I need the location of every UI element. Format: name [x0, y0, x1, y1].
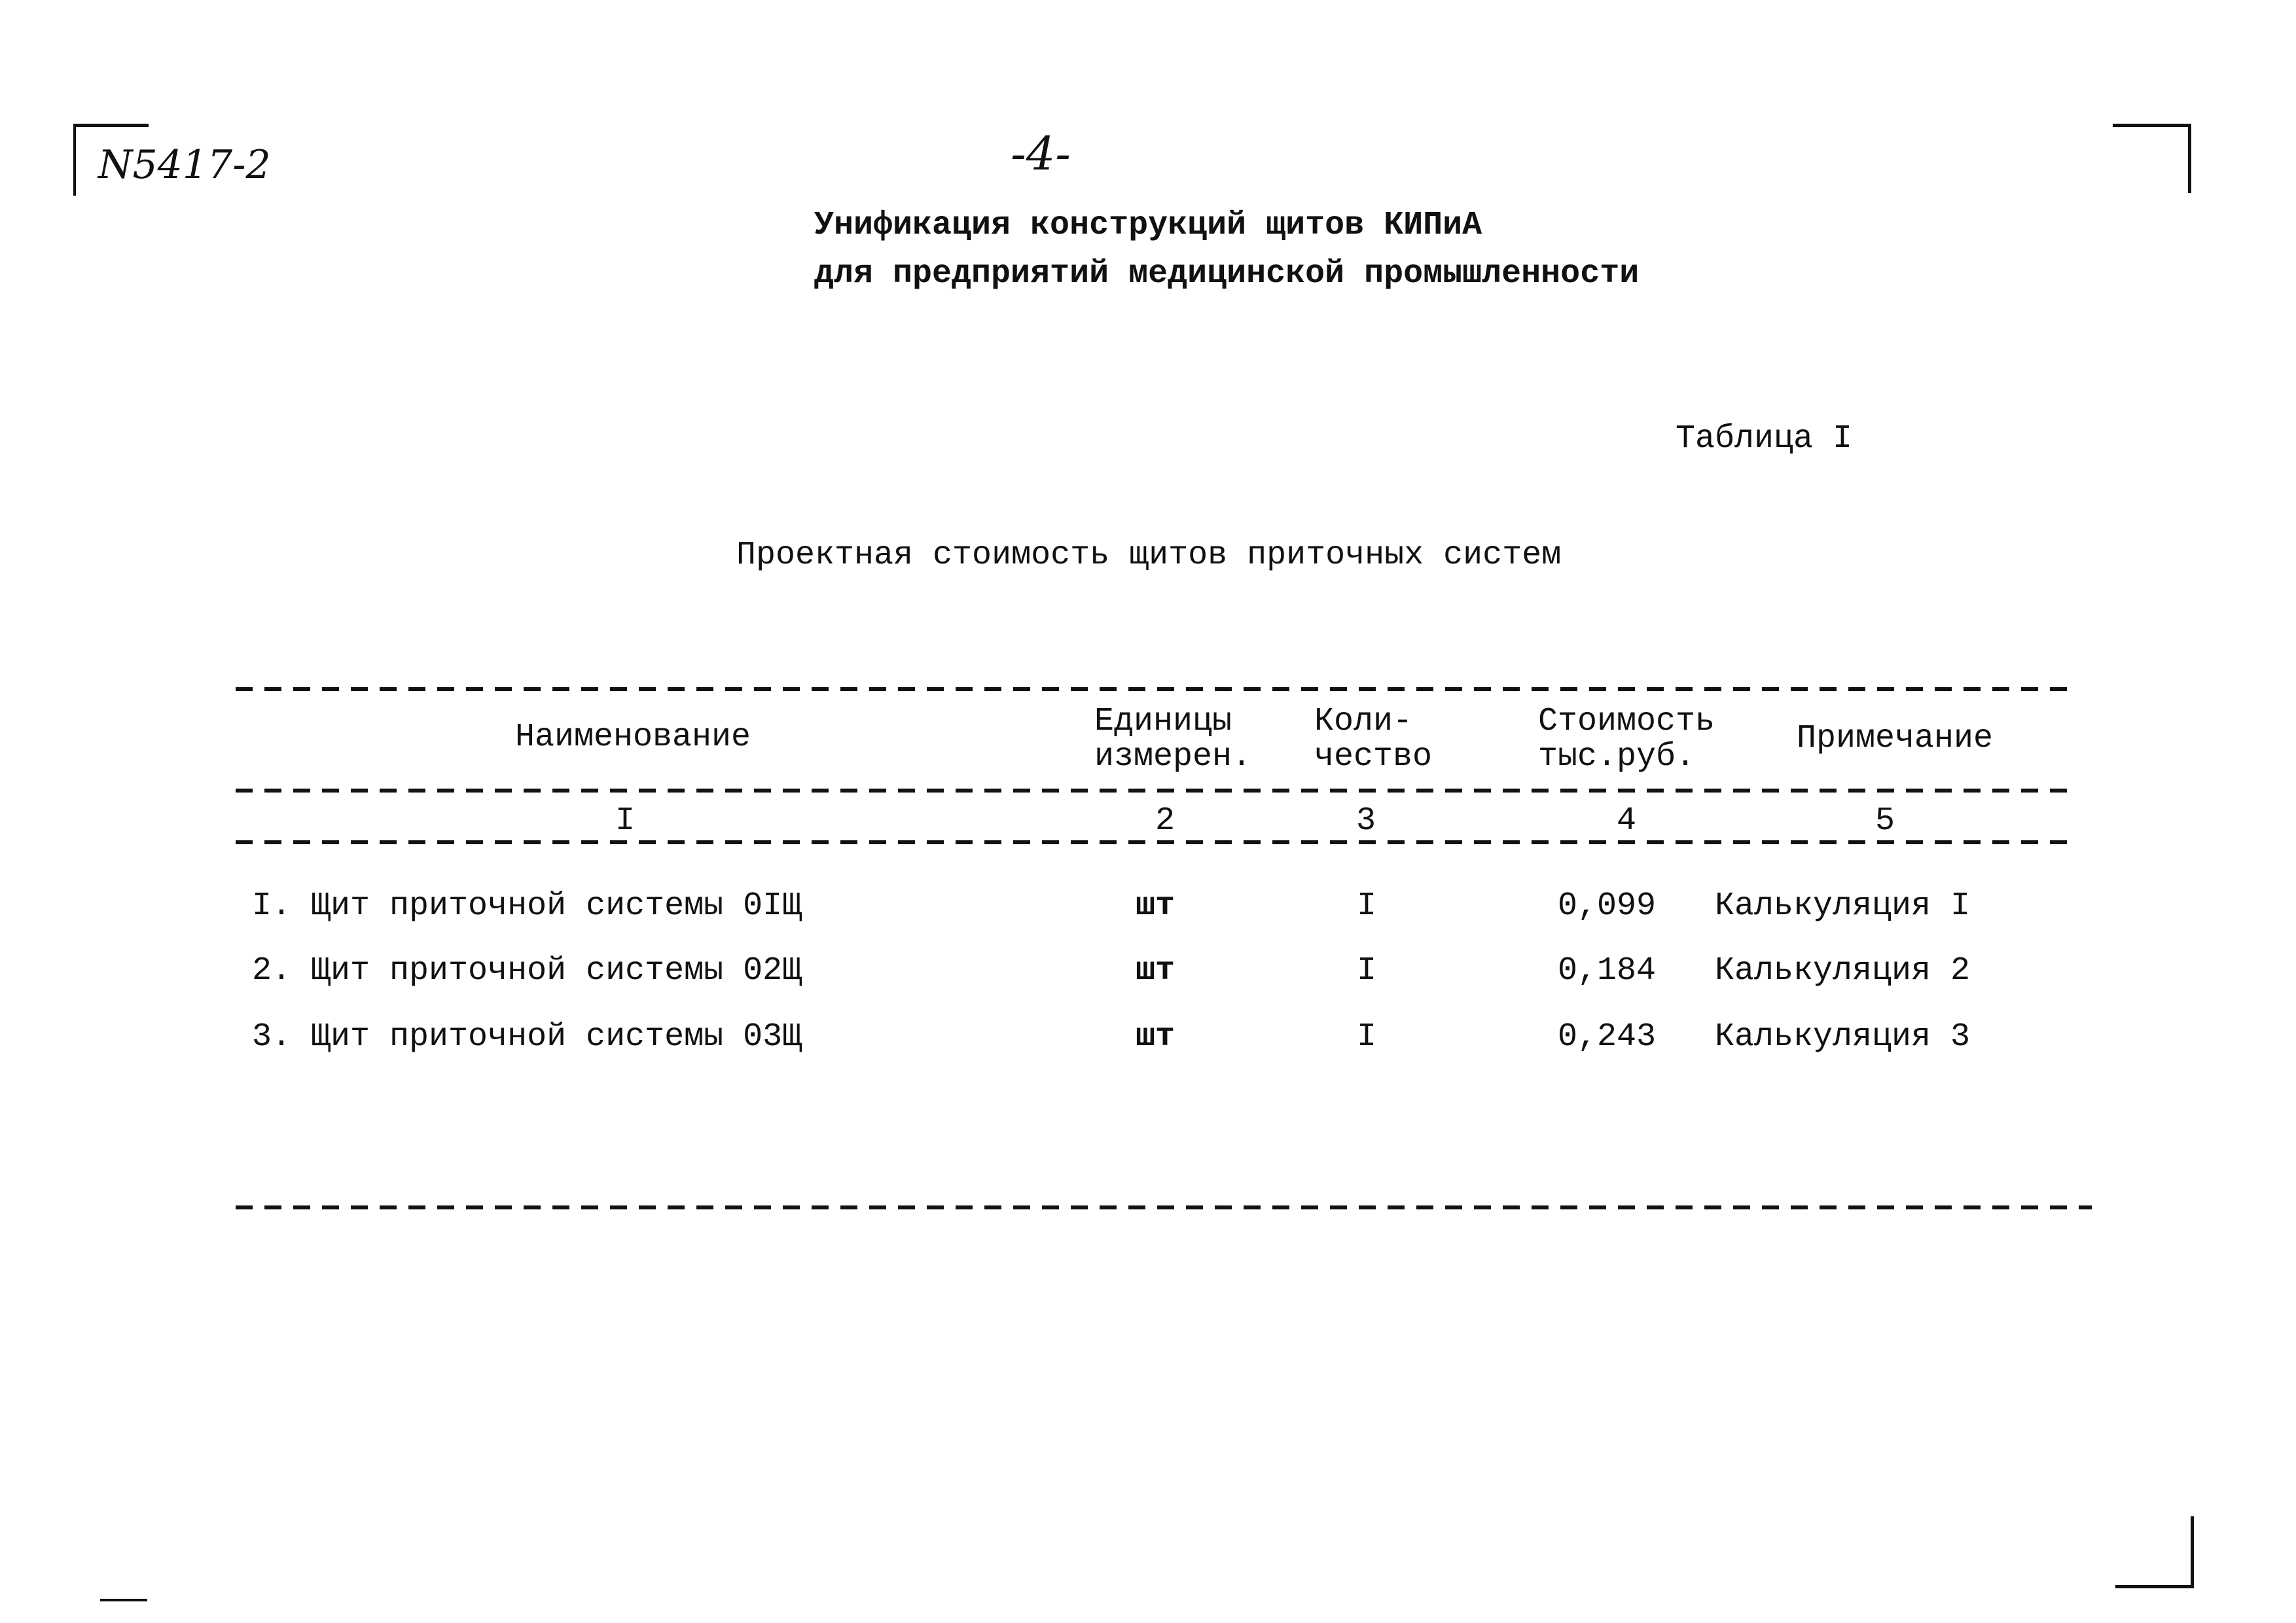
header-qty	[1314, 704, 1432, 775]
corner-mark-top-left-v	[73, 124, 76, 196]
header-unit	[1094, 704, 1251, 775]
column-number-3: 3	[1355, 802, 1376, 840]
header-note: Примечание	[1797, 720, 1994, 757]
row-2-cost: 0,184	[1557, 952, 1656, 990]
corner-mark-top-right-v	[2188, 124, 2191, 193]
row-1-cost: 0,099	[1557, 887, 1656, 925]
row-1-name: I. Щит приточной системы 0IЩ	[252, 887, 802, 925]
table-bottom-rule	[236, 1205, 2092, 1209]
row-1-note: Калькуляция I	[1715, 887, 1971, 925]
column-numbers-rule	[236, 840, 2076, 844]
header-cost-line1: Стоимость	[1538, 703, 1715, 740]
margin-mark-bottom-left	[100, 1599, 147, 1601]
column-number-5: 5	[1874, 802, 1895, 840]
header-qty-line1: Коли-	[1314, 703, 1413, 740]
row-2-note: Калькуляция 2	[1715, 952, 1971, 990]
header-cost	[1538, 704, 1715, 775]
header-unit-line2: измерен.	[1094, 738, 1252, 776]
column-number-1: I	[615, 802, 636, 840]
document-title-line2: для предприятий медицинской промышленности	[814, 255, 1640, 293]
table-caption: Проектная стоимость щитов приточных систем	[736, 537, 1562, 574]
table-top-rule	[236, 687, 2076, 691]
page-number: -4-	[1011, 127, 1071, 181]
corner-mark-top-right-h	[2113, 124, 2191, 127]
row-3-note: Калькуляция 3	[1715, 1018, 1971, 1056]
column-number-2: 2	[1155, 802, 1175, 840]
header-unit-line1: Единицы	[1094, 703, 1232, 740]
header-cost-line2: тыс.руб.	[1538, 738, 1696, 776]
row-2-unit: шт	[1135, 952, 1175, 990]
corner-mark-bottom-right-v	[2191, 1516, 2194, 1588]
header-bottom-rule	[236, 789, 2076, 793]
row-2-qty: I	[1356, 952, 1377, 990]
row-2-name: 2. Щит приточной системы 02Щ	[252, 952, 802, 990]
corner-mark-bottom-right-h	[2115, 1585, 2194, 1588]
document-title-line1: Унификация конструкций щитов КИПиА	[814, 207, 1482, 244]
row-1-unit: шт	[1135, 887, 1175, 925]
row-3-cost: 0,243	[1557, 1018, 1656, 1056]
corner-mark-top-left-h	[73, 124, 149, 127]
document-number: N5417-2	[98, 142, 271, 188]
row-3-unit: шт	[1135, 1018, 1175, 1056]
row-1-qty: I	[1356, 887, 1377, 925]
row-3-qty: I	[1356, 1018, 1377, 1056]
header-name: Наименование	[514, 719, 751, 756]
header-qty-line2: чество	[1314, 738, 1433, 776]
table-label: Таблица I	[1676, 420, 1853, 457]
column-number-4: 4	[1616, 802, 1637, 840]
row-3-name: 3. Щит приточной системы 03Щ	[252, 1018, 802, 1056]
